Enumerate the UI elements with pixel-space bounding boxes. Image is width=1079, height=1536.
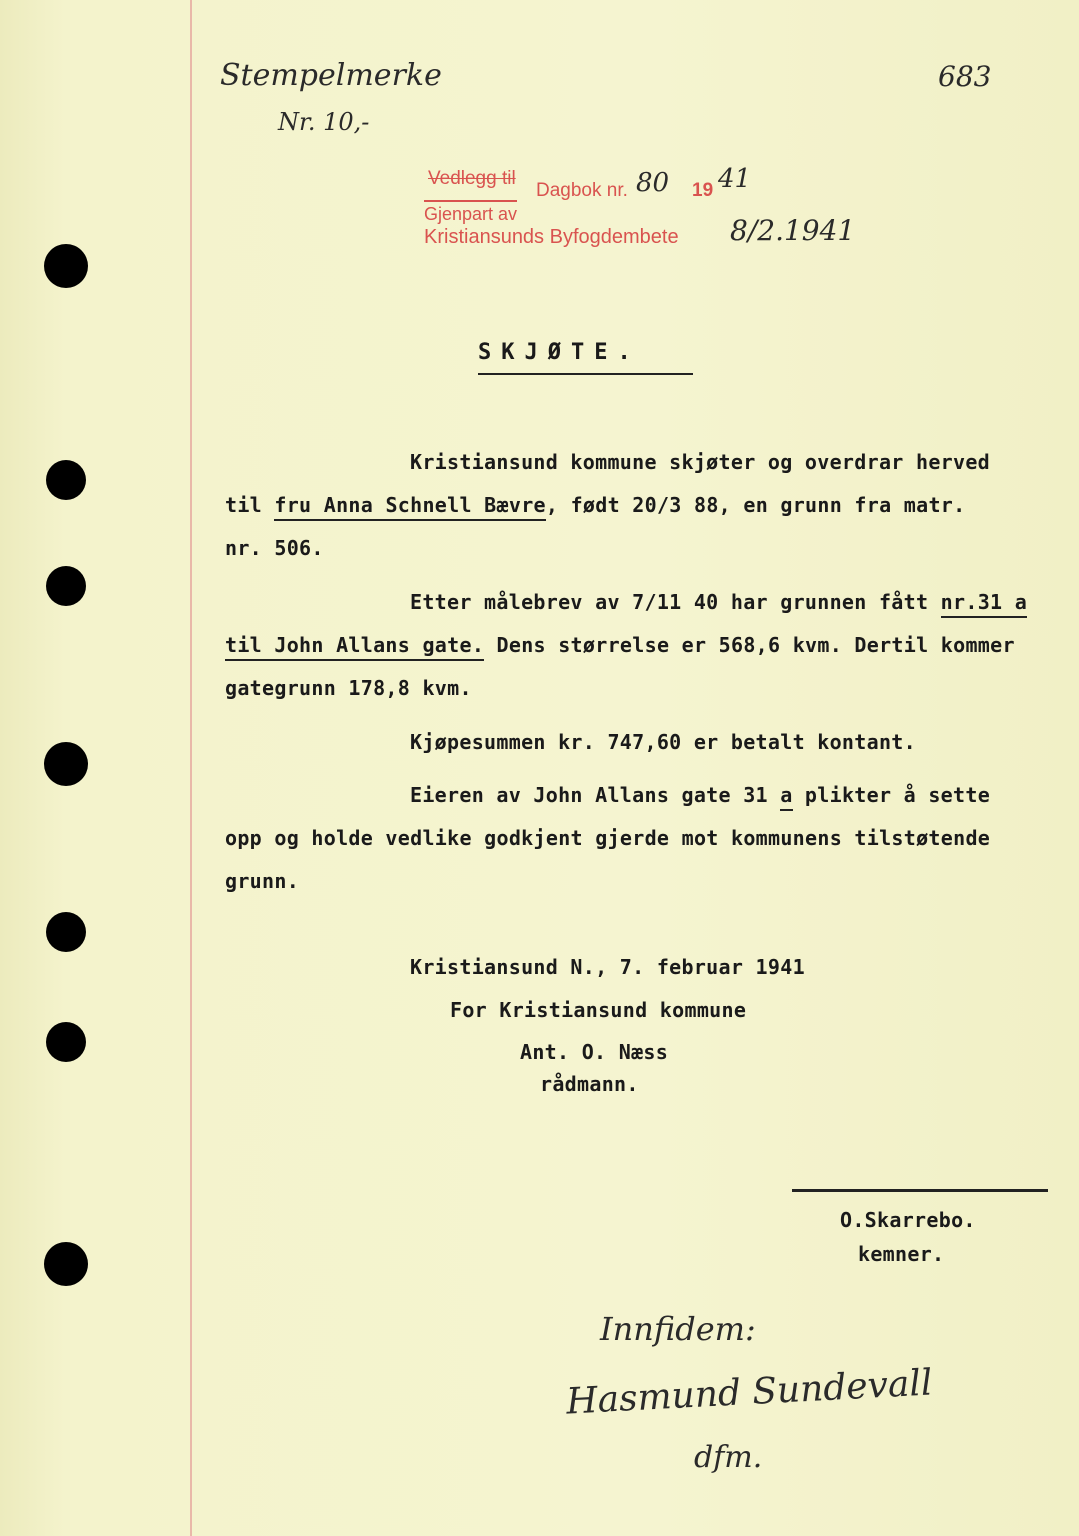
text-span: Dens størrelse er 568,6 kvm. Dertil kommer (484, 633, 1015, 657)
handwritten-certification: Innfidem: (600, 1310, 756, 1348)
lot-number: nr.31 a (941, 590, 1027, 618)
dagbok-number: 80 (636, 168, 670, 198)
body-line (225, 633, 1015, 657)
place-date: Kristiansund N., 7. februar 1941 (410, 955, 805, 979)
punch-hole (46, 460, 86, 500)
document-title: SKJØTE. (478, 340, 693, 375)
street-name: til John Allans gate. (225, 633, 484, 661)
margin-rule (190, 0, 192, 1536)
for-line: For Kristiansund kommune (450, 998, 747, 1022)
punch-hole (44, 244, 88, 288)
text-span: plikter å sette (792, 783, 991, 807)
body-line: grunn. (225, 869, 300, 893)
year-handwritten: 41 (718, 164, 752, 194)
text-span: , født 20/3 88, en grunn fra matr. (545, 493, 966, 517)
body-line: nr. 506. (225, 536, 324, 560)
punch-hole (44, 742, 88, 786)
body-line: opp og holde vedlike godkjent gjerde mot kommunens tilstøtende (225, 826, 991, 850)
stamp-copy-label: Gjenpart av (424, 200, 517, 225)
handwritten-signature: Hasmund Sundevall (565, 1362, 934, 1423)
buyer-name: fru Anna Schnell Bævre (274, 493, 546, 521)
body-line: gategrunn 178,8 kvm. (225, 676, 472, 700)
body-line: Kjøpesummen kr. 747,60 er betalt kontant. (410, 730, 916, 754)
signature-rule (792, 1189, 1048, 1192)
signer-role: rådmann. (540, 1072, 639, 1096)
text-span: Eieren av John Allans gate 31 (410, 783, 781, 807)
punch-hole (46, 1022, 86, 1062)
signer-name: Ant. O. Næss (520, 1040, 669, 1064)
cosigner-name: O.Skarrebo. (840, 1208, 976, 1232)
stamp-number-handwritten: Nr. 10,- (278, 108, 370, 136)
text-span: til (225, 493, 275, 517)
stamp-year-printed: 19 (692, 180, 714, 201)
stamp-struck-label: Vedlegg til (428, 168, 516, 189)
punch-hole (44, 1242, 88, 1286)
body-line (410, 783, 990, 807)
stamp-date-handwritten: 8/2.1941 (730, 214, 856, 247)
stamp-dagbok-label: Dagbok nr. (536, 180, 628, 201)
body-line (410, 590, 1027, 614)
underlined-letter: a (780, 783, 792, 811)
cosigner-role: kemner. (858, 1242, 945, 1266)
stamp-label-handwritten: Stempelmerke (220, 58, 442, 93)
stamp-office: Kristiansunds Byfogdembete (424, 226, 679, 248)
body-line (225, 493, 966, 517)
page-number: 683 (938, 60, 992, 93)
handwritten-initials: dfm. (694, 1440, 763, 1475)
text-span: Etter målebrev av 7/11 40 har grunnen fått (410, 590, 941, 614)
punch-hole (46, 912, 86, 952)
punch-hole (46, 566, 86, 606)
body-line: Kristiansund kommune skjøter og overdrar herved (410, 450, 991, 474)
